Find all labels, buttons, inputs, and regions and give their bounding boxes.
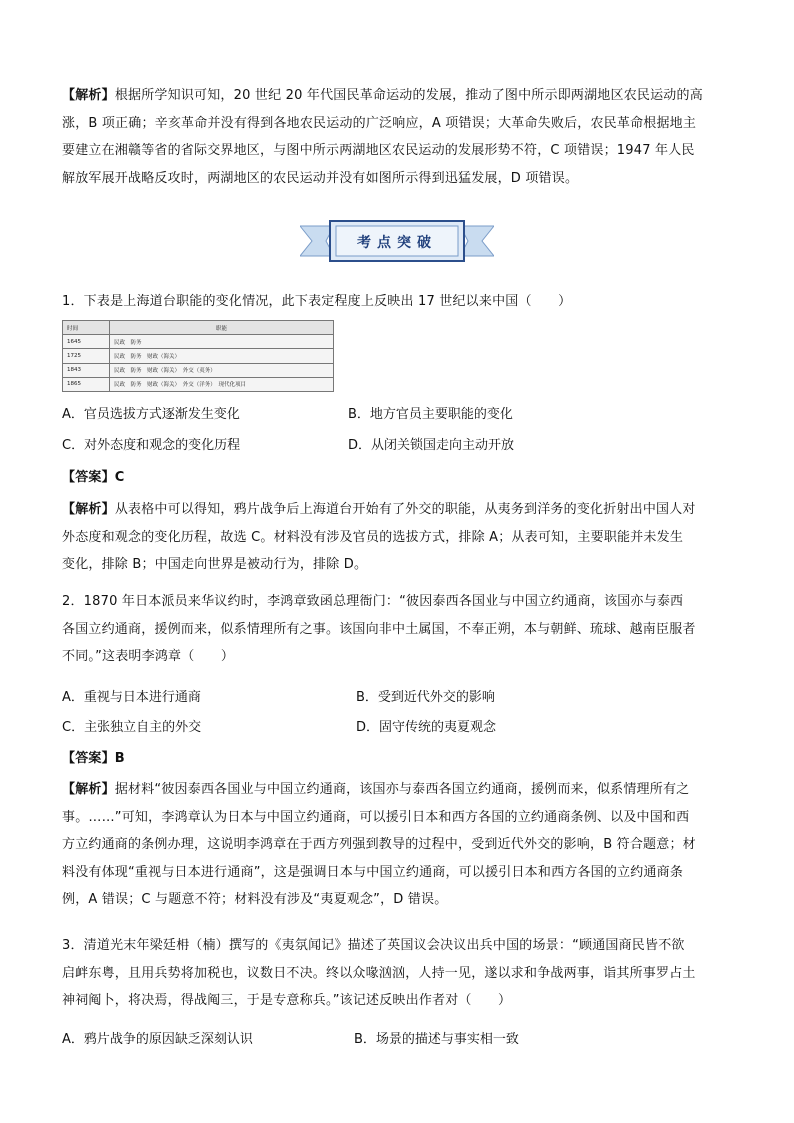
q2-option-c[interactable]: C．主张独立自主的外交 bbox=[62, 720, 202, 735]
table-cell: 民政 防务 财政（海关） 外交（夷务） bbox=[110, 363, 334, 377]
q2-option-a[interactable]: A．重视与日本进行通商 bbox=[62, 690, 201, 705]
table-row bbox=[63, 335, 334, 349]
q1-option-a[interactable]: A．官员选拔方式逐渐发生变化 bbox=[62, 407, 240, 422]
analysis-tag: 【解析】 bbox=[62, 88, 115, 103]
q1-answer: 【答案】C bbox=[62, 470, 125, 485]
q1-option-d[interactable]: D．从闭关锁国走向主动开放 bbox=[348, 438, 515, 453]
q3-option-b[interactable]: B．场景的描述与事实相一致 bbox=[354, 1032, 519, 1047]
table-header-cell: 职能 bbox=[110, 321, 334, 335]
q1-analysis bbox=[62, 496, 734, 579]
q1-stem: 1．下表是上海道台职能的变化情况，此下表定程度上反映出 17 世纪以来中国（ ） bbox=[62, 294, 572, 309]
intro-analysis bbox=[62, 82, 734, 192]
table-cell: 1843 bbox=[63, 363, 110, 377]
q2-stem bbox=[62, 588, 734, 671]
q2-analysis bbox=[62, 776, 734, 914]
intro-line-2: 涨，B 项正确；辛亥革命并没有得到各地农民运动的广泛响应，A 项错误；大革命失败后，农民革命根据地主 bbox=[62, 115, 697, 131]
q2-answer: 【答案】B bbox=[62, 751, 125, 766]
q1-option-b[interactable]: B．地方官员主要职能的变化 bbox=[348, 407, 513, 422]
q1-analysis-line-3: 变化，排除 B；中国走向世界是被动行为，排除 D。 bbox=[62, 557, 368, 572]
section-banner-label: 考点突破 bbox=[357, 235, 437, 251]
q2-stem-line-3: 不同。”这表明李鸿章（ ） bbox=[62, 649, 235, 664]
table-cell: 1865 bbox=[63, 377, 110, 391]
analysis-tag: 【解析】 bbox=[62, 502, 115, 517]
table-cell: 民政 防务 财政（海关） 外交（洋务） 现代化项目 bbox=[110, 377, 334, 391]
intro-line-4: 解放军展开战略反攻时，两湖地区的农民运动并没有如图所示得到迅猛发展，D 项错误。 bbox=[62, 170, 579, 186]
q1-option-c[interactable]: C．对外态度和观念的变化历程 bbox=[62, 438, 241, 453]
q2-option-d[interactable]: D．固守传统的夷夏观念 bbox=[356, 720, 497, 735]
q2-analysis-line-3: 方立约通商的条例办理，这说明李鸿章在于西方列强到教导的过程中，受到近代外交的影响，B 符合题意；材 bbox=[62, 837, 696, 852]
q2-analysis-line-4: 料没有体现“重视与日本进行通商”，这是强调日本与中国立约通商，可以援引日本和西方各国的立约通商条 bbox=[62, 864, 684, 880]
intro-line-1: 【解析】根据所学知识可知，20 世纪 20 年代国民革命运动的发展，推动了图中所示即两湖地区农民运动的高 bbox=[62, 88, 703, 103]
table-cell: 民政 防务 bbox=[110, 335, 334, 349]
q1-analysis-line-2: 外态度和观念的变化历程，故选 C。材料没有涉及官员的选拔方式，排除 A；从表可知，主要职能并未发生 bbox=[62, 529, 684, 545]
table-cell: 1725 bbox=[63, 349, 110, 363]
q2-analysis-line-1: 【解析】据材料“彼因泰西各国业与中国立约通商，该国亦与泰西各国立约通商，援例而来，似系情理所有之 bbox=[62, 782, 690, 797]
q2-stem-line-1: 2．1870 年日本派员来华议约时，李鸿章致函总理衙门：“彼因泰西各国业与中国立约通商，该国亦与泰西 bbox=[62, 594, 684, 609]
q3-stem-line-3: 神祠阄卜，将决焉，得战阄三，于是专意称兵。”该记述反映出作者对（ ） bbox=[62, 993, 512, 1008]
q3-stem-line-2: 启衅东粤，且用兵势将加税也，议数日不决。终以众喙汹汹，人持一见，遂以求和争战两事，诣其所事罗占土 bbox=[62, 965, 696, 981]
q3-option-a[interactable]: A．鸦片战争的原因缺乏深刻认识 bbox=[62, 1032, 253, 1047]
q2-stem-line-2: 各国立约通商，援例而来，似系情理所有之事。该国向非中土属国，不奉正朔，本与朝鲜、琉球、越南臣服者 bbox=[62, 621, 696, 637]
table-row bbox=[63, 363, 334, 377]
table-row bbox=[63, 377, 334, 391]
table-cell: 民政 防务 财政（海关） bbox=[110, 349, 334, 363]
q1-data-table bbox=[62, 320, 334, 392]
q1-analysis-line-1: 【解析】从表格中可以得知，鸦片战争后上海道台开始有了外交的职能，从夷务到洋务的变化折射出中国人对 bbox=[62, 502, 696, 517]
table-header-cell: 时间 bbox=[63, 321, 110, 335]
q2-analysis-line-2: 事。……”可知，李鸿章认为日本与中国立约通商，可以援引日本和西方各国的立约通商条例、以及中国和西 bbox=[62, 809, 690, 825]
table-cell: 1645 bbox=[63, 335, 110, 349]
q2-analysis-line-5: 例，A 错误；C 与题意不符；材料没有涉及“夷夏观念”，D 错误。 bbox=[62, 892, 448, 907]
q3-stem bbox=[62, 932, 734, 1015]
q2-option-b[interactable]: B．受到近代外交的影响 bbox=[356, 690, 495, 705]
analysis-tag: 【解析】 bbox=[62, 782, 115, 797]
table-row bbox=[63, 349, 334, 363]
intro-line-3: 要建立在湘赣等省的省际交界地区，与图中所示两湖地区农民运动的发展形势不符，C 项错误；1947 年人民 bbox=[62, 143, 695, 158]
table-header-row bbox=[63, 321, 334, 335]
q3-stem-line-1: 3．清道光末年梁廷枏（楠）撰写的《夷氛闻记》描述了英国议会决议出兵中国的场景：“顾通国商民皆不欲 bbox=[62, 938, 685, 953]
